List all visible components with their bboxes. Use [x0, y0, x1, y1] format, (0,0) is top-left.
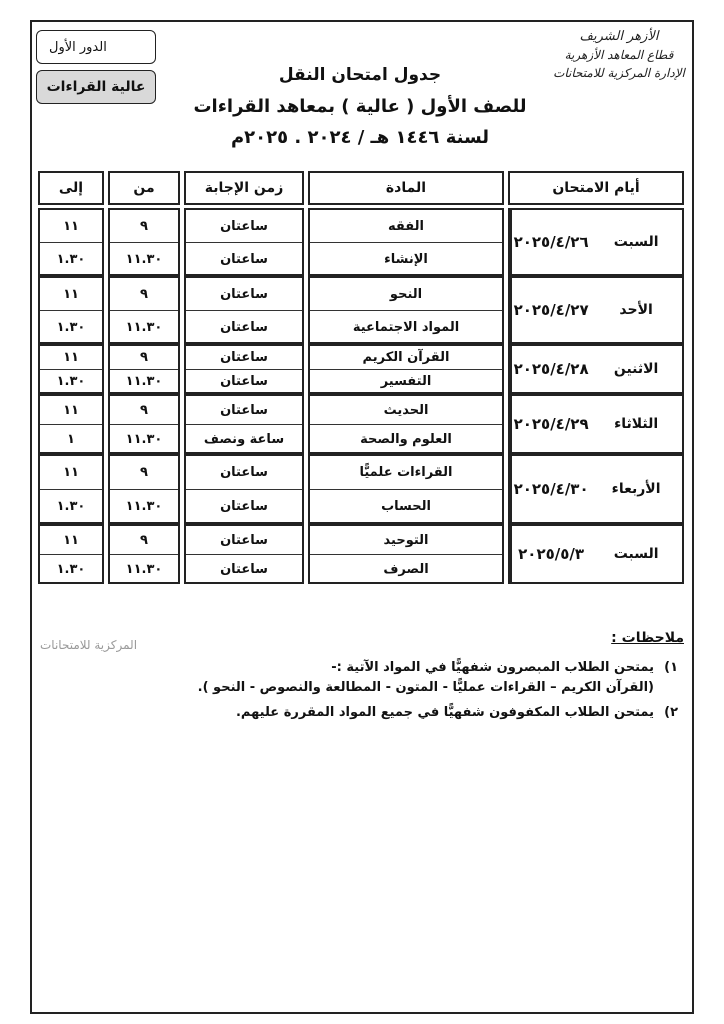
from-column-block	[108, 344, 180, 394]
from-column-block	[108, 394, 180, 454]
header-to: إلى	[38, 171, 104, 205]
to-column-block	[38, 344, 104, 394]
start-time-cell: ١١.٣٠	[110, 369, 178, 393]
subject-cell: التوحيد	[383, 532, 429, 548]
day-name: الأربعاء	[611, 481, 661, 497]
to-column-block	[38, 394, 104, 454]
title-line-3: لسنة ١٤٤٦ هـ / ٢٠٢٤ . ٢٠٢٥م	[230, 127, 490, 148]
duration-cell: ساعتان	[220, 465, 268, 480]
day-name: الأحد	[619, 302, 653, 318]
duration-cell: ساعتان	[186, 310, 302, 343]
schedule-day-group	[36, 276, 686, 344]
end-time-cell: ١١	[63, 532, 79, 548]
start-time-cell: ١١.٣٠	[110, 554, 178, 583]
end-time-cell: ١١	[63, 218, 79, 234]
subject-column-block	[308, 344, 504, 394]
end-time-cell: ١١	[63, 465, 79, 480]
duration-column-block	[184, 344, 304, 394]
subject-cell: الصرف	[310, 554, 502, 583]
notes-title: ملاحظات :	[611, 630, 684, 646]
day-name: السبت	[613, 234, 659, 250]
subject-cell: القرآن الكريم	[362, 350, 450, 365]
faint-stamp-text: المركزية للامتحانات	[40, 638, 138, 652]
to-column-block	[38, 208, 104, 276]
end-time-cell: ١.٣٠	[40, 242, 102, 275]
start-time-cell: ٩	[140, 465, 148, 480]
from-column-block	[108, 524, 180, 584]
exam-date: ٢٠٢٥/٤/٢٩	[510, 396, 590, 452]
subject-column-block	[308, 454, 504, 524]
day-name: الثلاثاء	[614, 416, 659, 432]
schedule-day-group	[36, 394, 686, 454]
from-column-block	[108, 276, 180, 344]
subject-column-block	[308, 276, 504, 344]
from-column-block	[108, 208, 180, 276]
subject-cell: الحديث	[383, 402, 429, 418]
duration-column-block	[184, 394, 304, 454]
exam-date: ٢٠٢٥/٤/٣٠	[510, 456, 590, 522]
start-time-cell: ٩	[140, 286, 148, 302]
duration-column-block	[184, 524, 304, 584]
subject-cell: التفسير	[310, 369, 502, 393]
day-name: الاثنين	[613, 361, 659, 377]
start-time-cell: ٩	[140, 402, 148, 418]
duration-column-block	[184, 208, 304, 276]
duration-column-block	[184, 276, 304, 344]
duration-cell: ساعتان	[186, 369, 302, 393]
end-time-cell: ١١	[63, 402, 79, 418]
subject-column-block	[308, 208, 504, 276]
to-column-block	[38, 524, 104, 584]
start-time-cell: ١١.٣٠	[110, 242, 178, 275]
exam-date: ٢٠٢٥/٤/٢٦	[510, 210, 590, 274]
duration-cell: ساعتان	[186, 489, 302, 523]
day-date-cell	[508, 276, 684, 344]
subject-column-block	[308, 524, 504, 584]
duration-cell: ساعتان	[186, 242, 302, 275]
start-time-cell: ١١.٣٠	[110, 424, 178, 453]
end-time-cell: ١.٣٠	[40, 489, 102, 523]
duration-cell: ساعتان	[220, 350, 268, 365]
exam-date: ٢٠٢٥/٤/٢٨	[510, 346, 590, 392]
start-time-cell: ١١.٣٠	[110, 310, 178, 343]
title-line-1: جدول امتحان النقل	[278, 65, 442, 85]
start-time-cell: ١١.٣٠	[110, 489, 178, 523]
day-name: السبت	[613, 546, 659, 562]
subject-cell: العلوم والصحة	[310, 424, 502, 453]
header-subject: المادة	[308, 171, 504, 205]
subject-cell: الفقه	[388, 218, 424, 234]
subject-cell: القراءات علميًّا	[359, 465, 453, 480]
level-box	[36, 70, 156, 104]
schedule-day-group	[36, 524, 686, 584]
schedule-day-group	[36, 208, 686, 276]
letterhead-line-1: الأزهر الشريف	[579, 29, 659, 44]
from-column-block	[108, 454, 180, 524]
letterhead-line-2: قطاع المعاهد الأزهرية	[564, 48, 674, 62]
end-time-cell: ١.٣٠	[40, 369, 102, 393]
end-time-cell: ١.٣٠	[40, 554, 102, 583]
subject-cell: النحو	[389, 286, 423, 302]
subject-column-block	[308, 394, 504, 454]
duration-cell: ساعتان	[220, 286, 268, 302]
schedule-day-group	[36, 454, 686, 524]
start-time-cell: ٩	[140, 218, 148, 234]
day-date-cell	[508, 524, 684, 584]
day-date-cell	[508, 394, 684, 454]
header-duration: زمن الإجابة	[184, 171, 304, 205]
end-time-cell: ١١	[63, 286, 79, 302]
title-line-2: للصف الأول ( عالية ) بمعاهد القراءات	[193, 96, 527, 117]
start-time-cell: ٩	[140, 532, 148, 548]
note-2-line-1: يمتحن الطلاب المكفوفون شفهيًّا في جميع المواد المقررة عليهم.	[235, 705, 654, 720]
day-date-cell	[508, 344, 684, 394]
subject-cell: الإنشاء	[310, 242, 502, 275]
document-title	[180, 60, 540, 153]
azhar-letterhead	[545, 28, 693, 82]
duration-cell: ساعتان	[220, 402, 268, 418]
end-time-cell: ١	[40, 424, 102, 453]
schedule-day-group	[36, 344, 686, 394]
note-2-number: ٢)	[664, 705, 678, 720]
note-1-line-1: يمتحن الطلاب المبصرون شفهيًّا في المواد الآتية :-	[331, 660, 654, 675]
exam-round-label: الدور الأول	[49, 39, 107, 55]
subject-cell: الحساب	[310, 489, 502, 523]
exam-date: ٢٠٢٥/٤/٢٧	[510, 278, 590, 342]
note-1-number: ١)	[664, 660, 678, 675]
end-time-cell: ١.٣٠	[40, 310, 102, 343]
exam-schedule-table	[36, 168, 686, 584]
level-label: عالية القراءات	[46, 79, 146, 95]
end-time-cell: ١١	[63, 350, 79, 365]
duration-cell: ساعتان	[186, 554, 302, 583]
day-date-cell	[508, 208, 684, 276]
duration-column-block	[184, 454, 304, 524]
note-1-line-2: (القرآن الكريم – القراءات عمليًّا - المتون - المطالعة والنصوص - النحو ).	[197, 680, 654, 695]
header-from: من	[108, 171, 180, 205]
exam-round-box	[36, 30, 156, 64]
start-time-cell: ٩	[140, 350, 148, 365]
letterhead-line-3: الإدارة المركزية للامتحانات	[553, 66, 685, 80]
subject-cell: المواد الاجتماعية	[310, 310, 502, 343]
exam-date: ٢٠٢٥/٥/٣	[510, 526, 590, 582]
to-column-block	[38, 454, 104, 524]
duration-cell: ساعتان	[220, 218, 268, 234]
duration-cell: ساعتان	[220, 532, 268, 548]
duration-cell: ساعة ونصف	[186, 424, 302, 453]
to-column-block	[38, 276, 104, 344]
day-date-cell	[508, 454, 684, 524]
header-days: أيام الامتحان	[508, 171, 684, 205]
